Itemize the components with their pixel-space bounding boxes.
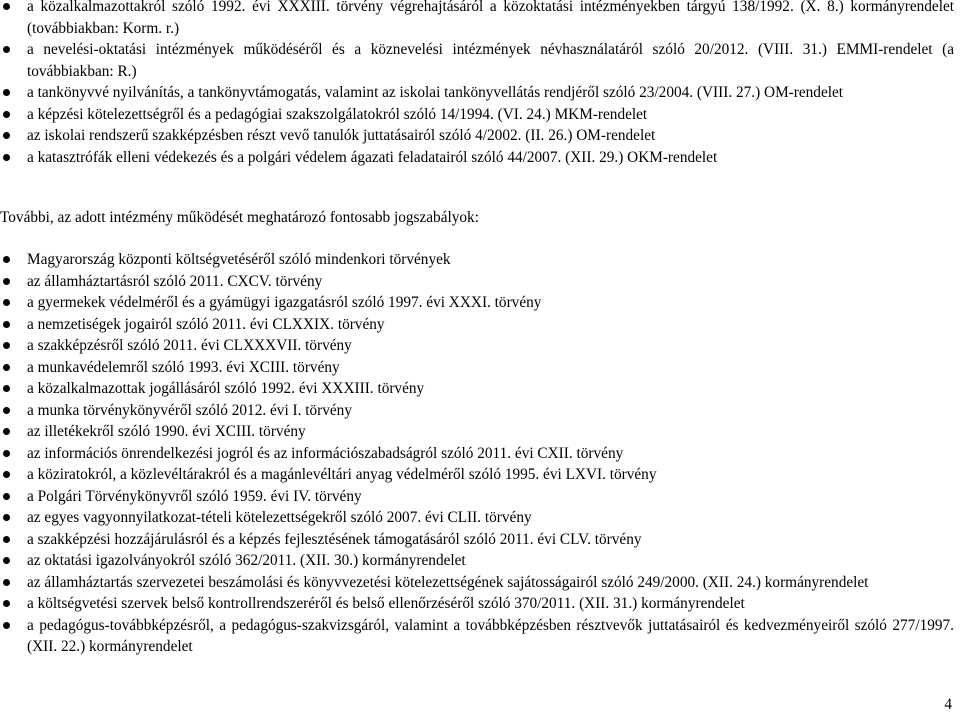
bullet-icon (3, 342, 10, 349)
bullet-icon (3, 132, 10, 139)
regulations-list-primary (0, 0, 960, 168)
list-item: a tankönyvvé nyilvánítás, a tankönyvtámogatás, valamint az iskolai tankönyvellátás rendjéről szóló 23/2004. (VIII. 27.) OM-rendelet (0, 82, 960, 104)
bullet-icon (3, 407, 10, 414)
regulations-list-secondary (0, 249, 960, 658)
list-item: a szakképzésről szóló 2011. évi CLXXXVII. törvény (0, 335, 960, 357)
list-item: az oktatási igazolványokról szóló 362/2011. (XII. 30.) kormányrendelet (0, 550, 960, 572)
list-item: a közalkalmazottak jogállásáról szóló 1992. évi XXXIII. törvény (0, 378, 960, 400)
page-number: 4 (944, 696, 952, 713)
bullet-icon (3, 89, 10, 96)
section-heading: További, az adott intézmény működését meghatározó fontosabb jogszabályok: (0, 209, 479, 226)
bullet-icon (3, 536, 10, 543)
bullet-icon (3, 278, 10, 285)
bullet-icon (3, 450, 10, 457)
bullet-icon (3, 471, 10, 478)
list-item: az államháztartásról szóló 2011. CXCV. törvény (0, 271, 960, 293)
list-item: az államháztartás szervezetei beszámolási és könyvvezetési kötelezettségének sajátosságairól szóló 249/2000. (XII. 24.) kormányrendelet (0, 572, 960, 594)
list-item: a szakképzési hozzájárulásról és a képzés fejlesztésének támogatásáról szóló 2011. évi CLV. törvény (0, 529, 960, 551)
list-item: a költségvetési szervek belső kontrollrendszeréről és belső ellenőrzéséről szóló 370/2011. (XII. 31.) kormányrendelet (0, 593, 960, 615)
bullet-icon (3, 428, 10, 435)
bullet-icon (3, 364, 10, 371)
list-item: a nemzetiségek jogairól szóló 2011. évi CLXXIX. törvény (0, 314, 960, 336)
list-item: a közalkalmazottakról szóló 1992. évi XXXIII. törvény végrehajtásáról a közoktatási intézményekben tárgyú 138/1992. (X. 8.) kormányrendelet (továbbiakban: Korm. r.) (0, 0, 960, 39)
list-item: a katasztrófák elleni védekezés és a polgári védelem ágazati feladatairól szóló 44/2007. (XII. 29.) OKM-rendelet (0, 147, 960, 169)
list-item: az illetékekről szóló 1990. évi XCIII. törvény (0, 421, 960, 443)
bullet-icon (3, 600, 10, 607)
bullet-icon (3, 111, 10, 118)
list-item: a képzési kötelezettségről és a pedagógiai szakszolgálatokról szóló 14/1994. (VI. 24.) MKM-rendelet (0, 104, 960, 126)
bullet-icon (3, 579, 10, 586)
bullet-icon (3, 557, 10, 564)
list-item: Magyarország központi költségvetéséről szóló mindenkori törvények (0, 249, 960, 271)
list-item: a munkavédelemről szóló 1993. évi XCIII. törvény (0, 357, 960, 379)
list-item: az információs önrendelkezési jogról és az információszabadságról szóló 2011. évi CXII. törvény (0, 443, 960, 465)
bullet-icon (3, 3, 10, 10)
bullet-icon (3, 385, 10, 392)
bullet-icon (3, 622, 10, 629)
bullet-icon (3, 154, 10, 161)
bullet-icon (3, 46, 10, 53)
list-item: a Polgári Törvénykönyvről szóló 1959. évi IV. törvény (0, 486, 960, 508)
list-item: az iskolai rendszerű szakképzésben részt vevő tanulók juttatásairól szóló 4/2002. (II. 26.) OM-rendelet (0, 125, 960, 147)
bullet-icon (3, 256, 10, 263)
bullet-icon (3, 321, 10, 328)
list-item: a köziratokról, a közlevéltárakról és a magánlevéltári anyag védelméről szóló 1995. évi LXVI. törvény (0, 464, 960, 486)
list-item: a nevelési-oktatási intézmények működéséről és a köznevelési intézmények névhasználatáról szóló 20/2012. (VIII. 31.) EMMI-rendelet (a továbbiakban: R.) (0, 39, 960, 82)
list-item: az egyes vagyonnyilatkozat-tételi kötelezettségekről szóló 2007. évi CLII. törvény (0, 507, 960, 529)
list-item: a pedagógus-továbbképzésről, a pedagógus-szakvizsgáról, valamint a továbbképzésben résztvevők juttatásairól és kedvezményeiről szóló 277/1997. (XII. 22.) kormányrendelet (0, 615, 960, 658)
list-item: a gyermekek védelméről és a gyámügyi igazgatásról szóló 1997. évi XXXI. törvény (0, 292, 960, 314)
bullet-icon (3, 299, 10, 306)
bullet-icon (3, 493, 10, 500)
bullet-icon (3, 514, 10, 521)
list-item: a munka törvénykönyvéről szóló 2012. évi I. törvény (0, 400, 960, 422)
